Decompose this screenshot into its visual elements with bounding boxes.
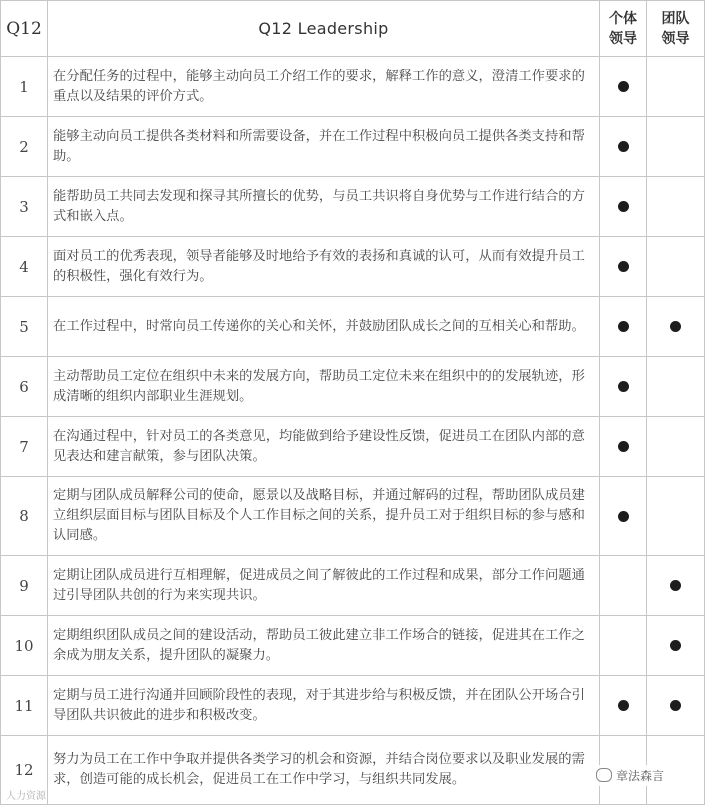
bullet-dot-icon <box>618 511 629 522</box>
individual-leadership-cell <box>600 57 647 117</box>
table-row <box>1 556 705 616</box>
team-leadership-cell <box>647 556 705 616</box>
bullet-dot-icon <box>618 141 629 152</box>
watermark: 人力资源 <box>6 791 46 802</box>
individual-leadership-cell <box>600 676 647 736</box>
chat-bubble-icon <box>596 768 612 782</box>
team-leadership-cell <box>647 417 705 477</box>
team-leadership-cell <box>647 477 705 556</box>
bullet-dot-icon <box>618 381 629 392</box>
table-row <box>1 237 705 297</box>
row-number: 12 <box>1 736 48 805</box>
individual-leadership-cell <box>600 117 647 177</box>
row-description: 定期让团队成员进行互相理解，促进成员之间了解彼此的工作过程和成果，部分工作问题通过引导团队共创的行为来实现共识。 <box>48 556 600 616</box>
table-row <box>1 177 705 237</box>
bullet-dot-icon <box>670 321 681 332</box>
table-row <box>1 417 705 477</box>
bullet-dot-icon <box>670 700 681 711</box>
bullet-dot-icon <box>618 201 629 212</box>
bullet-dot-icon <box>670 640 681 651</box>
row-number: 10 <box>1 616 48 676</box>
row-number: 2 <box>1 117 48 177</box>
individual-leadership-cell <box>600 556 647 616</box>
row-number: 8 <box>1 477 48 556</box>
publisher-logo: 章法森言 <box>590 765 670 786</box>
row-description: 努力为员工在工作中争取并提供各类学习的机会和资源，并结合岗位要求以及职业发展的需求，创造可能的成长机会，促进员工在工作中学习，与组织共同发展。 <box>48 736 600 805</box>
table-row <box>1 117 705 177</box>
table-row <box>1 676 705 736</box>
bullet-dot-icon <box>618 261 629 272</box>
table-row <box>1 616 705 676</box>
individual-leadership-cell <box>600 616 647 676</box>
row-description: 定期组织团队成员之间的建设活动，帮助员工彼此建立非工作场合的链接，促进其在工作之余成为朋友关系，提升团队的凝聚力。 <box>48 616 600 676</box>
team-leadership-cell <box>647 357 705 417</box>
table-row <box>1 477 705 556</box>
row-description: 在分配任务的过程中，能够主动向员工介绍工作的要求，解释工作的意义，澄清工作要求的重点以及结果的评价方式。 <box>48 57 600 117</box>
bullet-dot-icon <box>670 580 681 591</box>
team-leadership-cell <box>647 177 705 237</box>
row-number: 5 <box>1 297 48 357</box>
row-number: 7 <box>1 417 48 477</box>
row-number: 9 <box>1 556 48 616</box>
header-title: Q12 Leadership <box>48 1 600 57</box>
individual-leadership-cell <box>600 297 647 357</box>
header-row <box>1 1 705 57</box>
individual-leadership-cell <box>600 477 647 556</box>
bullet-dot-icon <box>618 321 629 332</box>
row-description: 在工作过程中，时常向员工传递你的关心和关怀，并鼓励团队成长之间的互相关心和帮助。 <box>48 297 600 357</box>
row-description: 面对员工的优秀表现，领导者能够及时地给予有效的表扬和真诚的认可，从而有效提升员工的积极性，强化有效行为。 <box>48 237 600 297</box>
bullet-dot-icon <box>618 81 629 92</box>
row-number: 11 <box>1 676 48 736</box>
row-description: 主动帮助员工定位在组织中未来的发展方向，帮助员工定位未来在组织中的的发展轨迹，形成清晰的组织内部职业生涯规划。 <box>48 357 600 417</box>
row-description: 能帮助员工共同去发现和探寻其所擅长的优势，与员工共识将自身优势与工作进行结合的方式和嵌入点。 <box>48 177 600 237</box>
team-leadership-cell <box>647 616 705 676</box>
row-number: 3 <box>1 177 48 237</box>
table-row <box>1 357 705 417</box>
row-description: 能够主动向员工提供各类材料和所需要设备，并在工作过程中积极向员工提供各类支持和帮助。 <box>48 117 600 177</box>
table-row <box>1 297 705 357</box>
row-description: 定期与员工进行沟通并回顾阶段性的表现，对于其进步给与积极反馈，并在团队公开场合引导团队共识彼此的进步和积极改变。 <box>48 676 600 736</box>
header-individual-leadership: 个体 领导 <box>600 1 647 57</box>
team-leadership-cell <box>647 57 705 117</box>
individual-leadership-cell <box>600 237 647 297</box>
bullet-dot-icon <box>618 700 629 711</box>
team-leadership-cell <box>647 297 705 357</box>
team-leadership-cell <box>647 237 705 297</box>
header-num: Q12 <box>1 1 48 57</box>
header-team-leadership: 团队 领导 <box>647 1 705 57</box>
table-row <box>1 57 705 117</box>
row-description: 在沟通过程中，针对员工的各类意见，均能做到给予建设性反馈，促进员工在团队内部的意见表达和建言献策，参与团队决策。 <box>48 417 600 477</box>
row-number: 1 <box>1 57 48 117</box>
row-number: 4 <box>1 237 48 297</box>
row-number: 6 <box>1 357 48 417</box>
row-description: 定期与团队成员解释公司的使命，愿景以及战略目标，并通过解码的过程，帮助团队成员建立组织层面目标与团队目标及个人工作目标之间的关系，提升员工对于组织目标的参与感和认同感。 <box>48 477 600 556</box>
individual-leadership-cell <box>600 177 647 237</box>
individual-leadership-cell <box>600 357 647 417</box>
bullet-dot-icon <box>618 441 629 452</box>
team-leadership-cell <box>647 676 705 736</box>
individual-leadership-cell <box>600 417 647 477</box>
team-leadership-cell <box>647 117 705 177</box>
